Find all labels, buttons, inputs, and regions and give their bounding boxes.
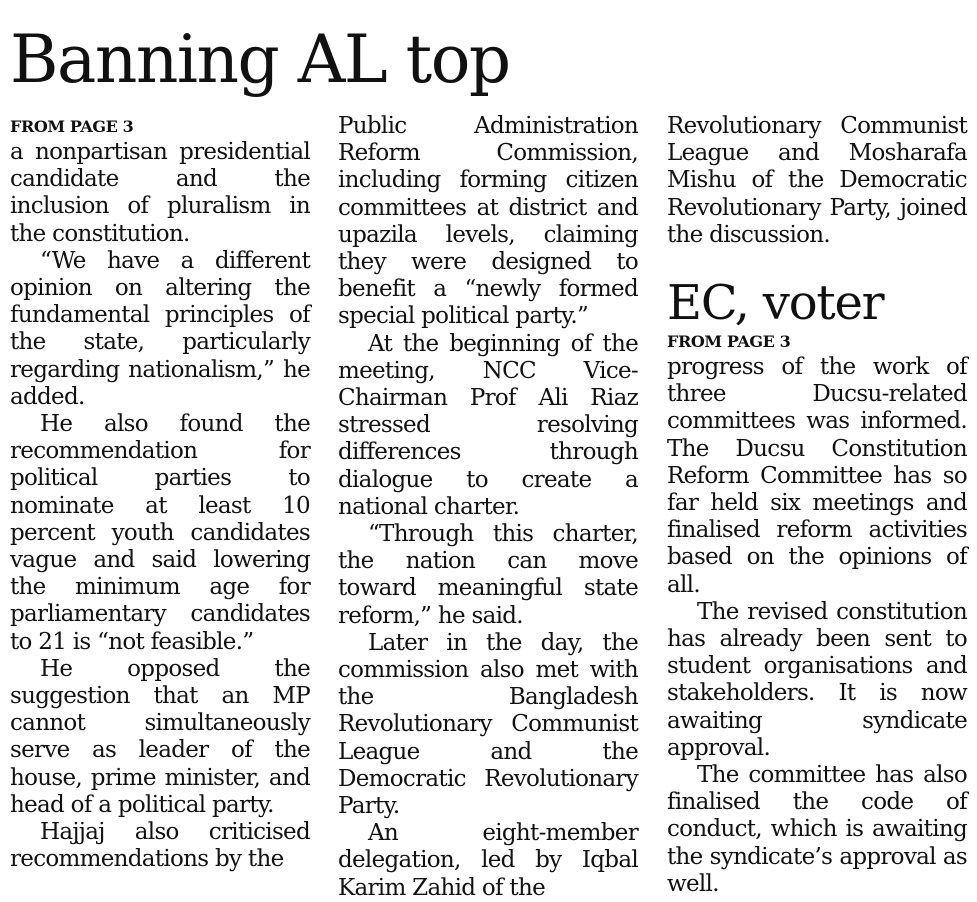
paragraph: At the beginning of the meeting, NCC Vice-Chairman Prof Ali Riaz stressed resolving differences through dialogue to create a national charter.: [338, 330, 638, 520]
paragraph: Later in the day, the commission also met with the Bangladesh Revolutionary Communist League and the Democratic Revolutionary Party.: [338, 629, 638, 820]
paragraph: “We have a different opinion on altering the fundamental principles of the state, particularly regarding nationalism,” he added.: [10, 247, 310, 410]
paragraph: He opposed the suggestion that an MP cannot simultaneously serve as leader of the house, prime minister, and head of a political party.: [10, 655, 310, 818]
paragraph: The committee has also finalised the code of conduct, which is awaiting the syndicate’s approval as well.: [667, 762, 967, 897]
paragraph: Hajjaj also criticised recommendations by the: [10, 819, 310, 873]
story-headline: Banning AL top: [10, 21, 510, 98]
article-column-1: [10, 113, 310, 889]
paragraph: The revised constitution has already been sent to student organisations and stakeholders. It is now awaiting syndicate approval.: [667, 598, 967, 761]
paragraph: An eight-member delegation, led by Iqbal Karim Zahid of the: [338, 820, 638, 901]
paragraph: “Through this charter, the nation can move toward meaningful state reform,” he said.: [338, 521, 638, 629]
paragraph: a nonpartisan presidential candidate and the inclusion of pluralism in the constitution.: [10, 139, 310, 247]
continuation-kicker: FROM PAGE 3: [667, 332, 791, 352]
paragraph: He also found the recommendation for political parties to nominate at least 10 percent youth candidates vague and said lowering the minimum age for parliamentary candidates to 21 is “not feasible.”: [10, 411, 310, 655]
second-story-headline: EC, voter: [667, 275, 884, 332]
paragraph: Revolutionary Communist League and Mosharafa Mishu of the Democratic Revolutionary Party, joined the discussion.: [667, 113, 967, 248]
paragraph: Public Administration Reform Commission, including forming citizen committees at district and upazila levels, claiming they were designed to benefit a “newly formed special political party.”: [338, 113, 638, 330]
article-column-2: [338, 113, 638, 901]
continuation-kicker: FROM PAGE 3: [10, 117, 134, 136]
article-column-3: [667, 113, 967, 897]
paragraph: progress of the work of three Ducsu-related committees was informed. The Ducsu Constitution Reform Committee has so far held six meetings and finalised reform activities based on the opinions of all.: [667, 354, 967, 598]
